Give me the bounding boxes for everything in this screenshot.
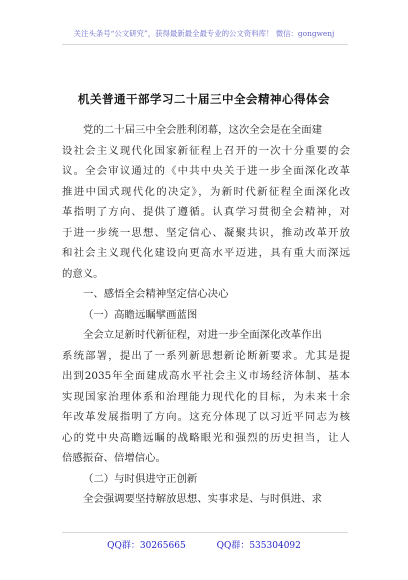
paragraph-line: 全会强调要坚持解放思想、实事求是、与时俱进、求 (83, 493, 322, 505)
header-divider (62, 44, 348, 45)
footer-qq-group-1: QQ群：30265665 (107, 541, 186, 551)
paragraph-line: 党的二十届三中全会胜利闭幕，这次全会是在全面建 (83, 124, 322, 136)
footer-qq-group-2: QQ群：535304092 (216, 541, 301, 551)
paragraph-line: 的意义。 (62, 267, 104, 280)
footer (0, 538, 408, 551)
paragraph-line: 和社会主义现代化建设向更高水平迈进，具有重大而深远 (62, 247, 350, 259)
paragraph-line: 推进中国式现代化的决定》，为新时代新征程全面深化改 (62, 185, 350, 198)
subsection-heading: （一）高瞻远瞩擘画蓝图 (83, 308, 198, 321)
document-body (62, 120, 350, 510)
paragraph-line: 革指明了方向、提供了遵循。认真学习贯彻全会精神，对 (62, 206, 350, 218)
paragraph-line: 系统部署，提出了一系列新思想新论断新要求。尤其是提 (62, 349, 350, 362)
paragraph-line: 议。全会审议通过的《中共中央关于进一步全面深化改革 (62, 165, 350, 177)
document-title: 机关普通干部学习二十届三中全会精神心得体会 (78, 92, 330, 106)
paragraph-line: 实现国家治理体系和治理能力现代化的目标，为未来十余 (62, 390, 350, 403)
paragraph-line: 倍感振奋、倍增信心。 (62, 452, 166, 464)
paragraph-line: 年改革发展指明了方向。这充分体现了以习近平同志为核 (62, 411, 350, 423)
subsection-heading: （二）与时俱进守正创新 (83, 472, 198, 485)
paragraph-line: 全会立足新时代新征程，对进一步全面深化改革作出 (83, 329, 322, 341)
section-heading: 一、感悟全会精神坚定信心决心 (83, 288, 229, 300)
paragraph-line: 于进一步统一思想、坚定信心、凝聚共识，推动改革开放 (62, 226, 350, 239)
paragraph-line: 设社会主义现代化国家新征程上召开的一次十分重要的会 (62, 144, 350, 157)
footer-divider (62, 532, 348, 533)
paragraph-line: 出到2035年全面建成高水平社会主义市场经济体制、基本 (62, 370, 350, 382)
header-banner: 关注头条号“公文研究”，获得最新最全最专业的公文资料库！ 微信：gongwenj (73, 29, 335, 38)
paragraph-line: 心的党中央高瞻远瞩的战略眼光和强烈的历史担当，让人 (62, 431, 350, 444)
